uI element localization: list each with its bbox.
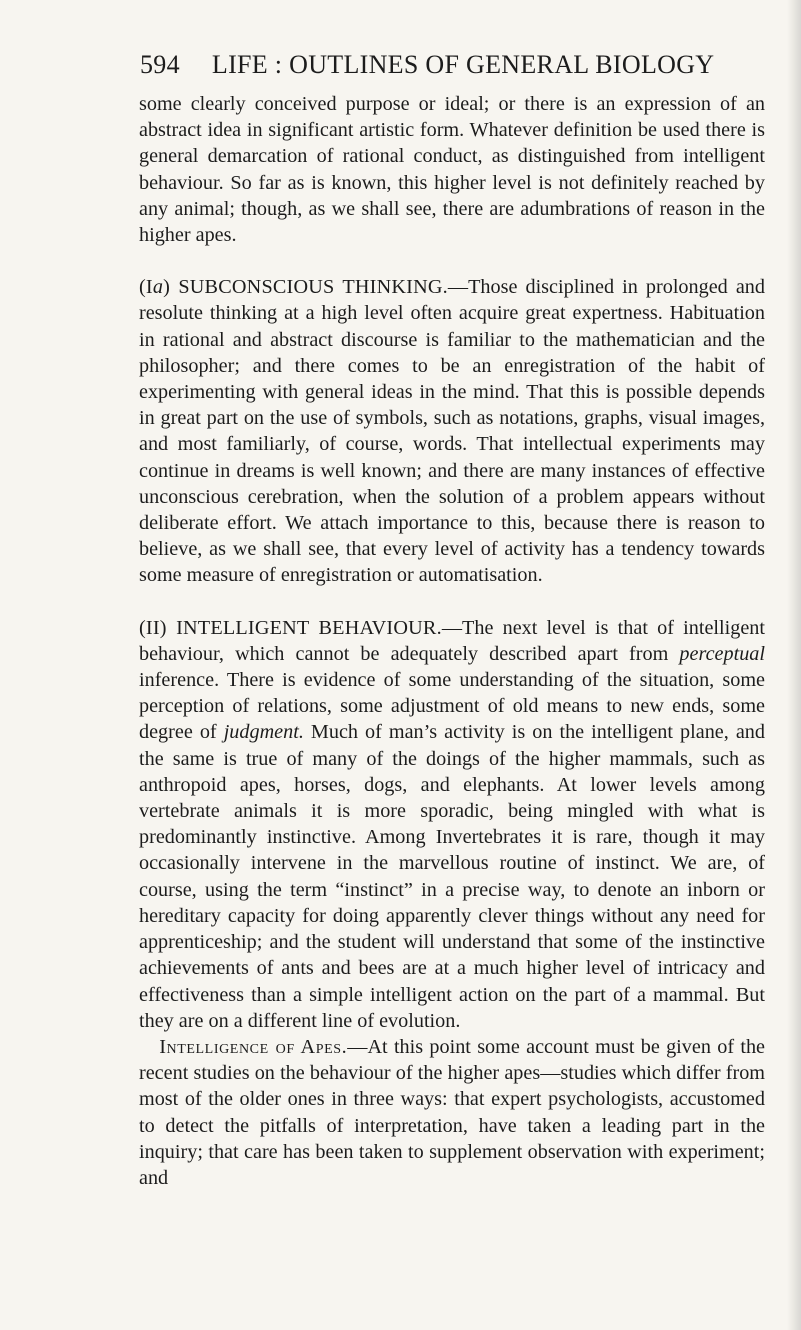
italic-perceptual: perceptual <box>679 642 765 665</box>
body-text <box>139 91 765 1191</box>
subsection-heading-apes: Intelligence of Apes. <box>159 1035 348 1058</box>
paragraph-1: some clearly conceived purpose or ideal; or there is an expression of an abstract idea in significant artistic form. Whatever definition be used there is general demarcation of rational conduct, as distinguished from intelligent behaviour. So far as is known, this higher level is not definitely reached by any animal; though, as we shall see, there are adumbrations of reason in the higher apes. <box>139 93 765 247</box>
paragraph-2 <box>139 274 765 588</box>
paragraph-2-body: —Those disciplined in prolonged and resolute thinking at a high level often acquire great expertness. Habituation in rational and abstract discourse is familiar to the mathematician and the philosopher; and there comes to be an enregistration of the habit of experimenting with general ideas in the mind. That this is possible depends in great part on the use of symbols, such as notations, graphs, visual images, and most familiarly, of course, words. That intellectual experiments may continue in dreams is well known; and there are many instances of effective unconscious cerebration, when the solution of a problem appears without deliberate effort. We attach importance to this, because there is reason to believe, as we shall see, that every level of activity has a tendency towards some measure of enregistration or automatisation. <box>139 276 765 587</box>
page-edge-shadow <box>787 0 801 1330</box>
italic-judgment: judgment. <box>223 721 304 744</box>
page-number: 594 <box>140 50 180 79</box>
paragraph-4-body: —At this point some account must be given of the recent studies on the behaviour of the higher apes—studies which differ from most of the older ones in three ways: that expert psychologists, accustomed to detect the pitfalls of interpretation, have taken a leading part in the inquiry; that care has been taken to supplement observation with experiment; and <box>139 1035 765 1189</box>
section-heading-intelligent: (II) INTELLIGENT BEHAVIOUR. <box>139 616 442 639</box>
running-title: LIFE : OUTLINES OF GENERAL BIOLOGY <box>211 50 715 79</box>
paragraph-4 <box>139 1034 765 1191</box>
running-header <box>140 50 760 84</box>
section-heading-subconscious: (Ia) SUBCONSCIOUS THINKING. <box>139 276 448 299</box>
paragraph-3: (II) INTELLIGENT BEHAVIOUR.—The next level is that of intelligent behaviour, which cannot be adequately described apart from perceptual inference. There is evidence of some understanding of the situation, some perception of relations, some adjustment of old means to new ends, some degree of judgment. Much of man’s activity is on the intelligent plane, and the same is true of many of the doings of the higher mammals, such as anthropoid apes, horses, dogs, and elephants. At lower levels among vertebrate animals it is more sporadic, being mingled with what is predominantly instinctive. Among Invertebrates it is rare, though it may occasionally intervene in the marvellous routine of instinct. We are, of course, using the term “instinct” in a precise way, to denote an inborn or hereditary capacity for doing apparently clever things without any need for apprenticeship; and the student will understand that some of the instinctive achievements of ants and bees are at a much higher level of intricacy and effectiveness than a simple intelligent action on the part of a mammal. But they are on a different line of evolution. <box>139 616 766 1032</box>
